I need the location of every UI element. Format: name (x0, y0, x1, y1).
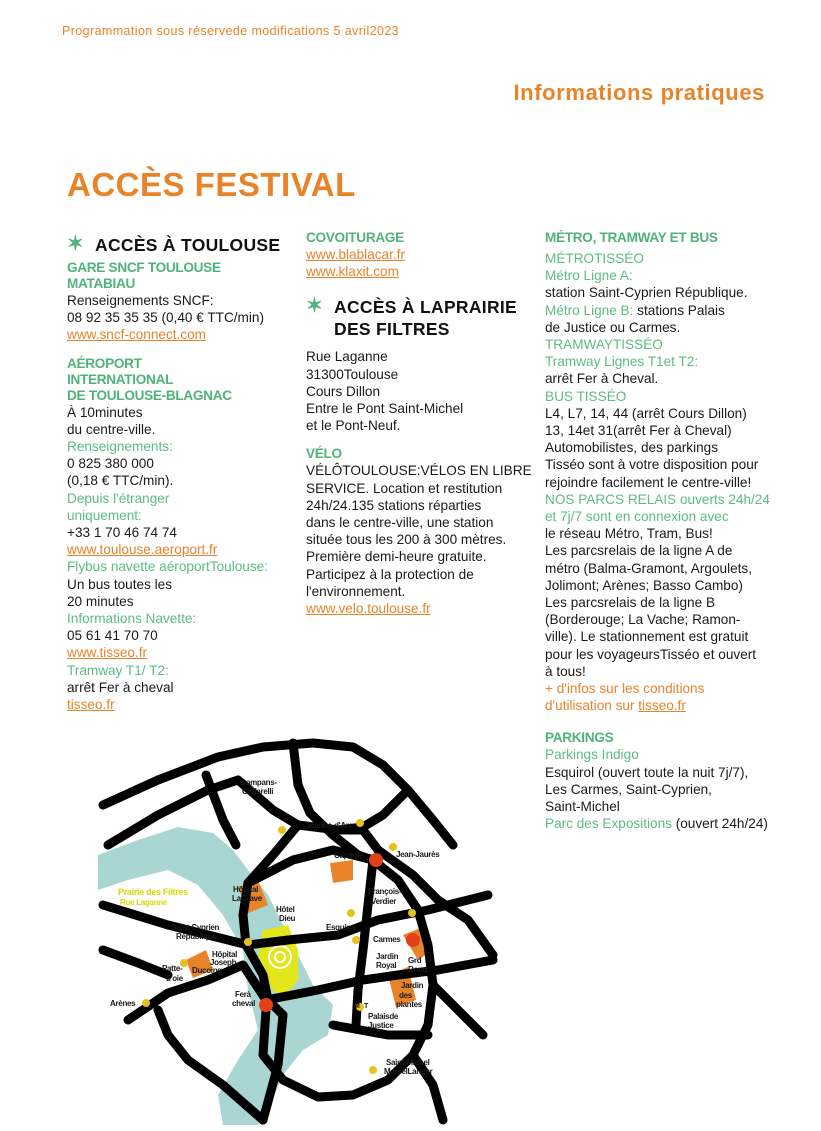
section-title: Informations pratiques (513, 80, 765, 105)
map-label: cheval (232, 999, 256, 1008)
map-label: Hôtel (276, 905, 295, 914)
map-label: République (176, 932, 217, 941)
map-label: Hôpital (212, 950, 238, 959)
map-label: Palaisde (368, 1012, 399, 1021)
roads (103, 743, 493, 1120)
map-label: Capitole (334, 851, 364, 860)
covoiturage-heading: COVOITURAGE (306, 230, 404, 245)
metro-column: MÉTRO, TRAMWAY ET BUS MÉTROTISSÉO Métro Ligne A: station Saint-Cyprien République. Métro Ligne B: stations Palais de Justice ou Carmes. TRAMWAYTISSÉO Tramway Lignes T1et T2: arrêt Fer à Cheval. BUS TISSÉO L4, L7, 14, 44 (arrêt Cours Dillon) 13, 14et 31(arrêt Fer à Cheval) Automobilistes, des parkings Tisséo sont à votre disposition pour rejoindre facilement le centre-ville! NOS PARCS RELAIS ouverts 24h/24 et 7j/7 sont en connexion avec le réseau Métro, Tram, Bus! Les parcsrelais de la ligne A de métro (Balma-Gramont, Argoulets, Jolimont; Arènes; Basso Cambo) Les parcsrelais de la ligne B (Borderouge; La Vache; Ramon- ville). Le stationnement est gratuit pour les voyageursTisséo et ouvert à tous! + d'infos sur les conditions d'utilisation sur tisseo.fr PARKINGS Parkings Indigo Esquirol (ouvert toute la nuit 7j/7), Les Carmes, Saint-Cyprien, Saint-Michel Parc des Expositions (ouvert 24h/24) (545, 230, 785, 833)
map-label: Jardin (401, 981, 424, 990)
fer-a-cheval-stop (259, 998, 273, 1012)
map-label: Hôpital (233, 885, 259, 894)
map-label: Caffarelli (242, 787, 274, 796)
tisseo-short-link[interactable]: tisseo.fr (67, 697, 115, 713)
covoiturage-column: COVOITURAGE www.blablacar.fr www.klaxit.com ✶ ACCÈS À LAPRAIRIE DES FILTRES Rue Laganne 31300Toulouse Cours Dillon Entre le Pont Saint-Michel et le Pont-Neuf. VÉLO VÉLÔTOULOUSE:VÉLOS EN LIBRE SERVICE. Location et restitution 24h/24.135 stations réparties dans le centre-ville, une station située tous les 200 à 300 mètres. Première demi-heure gratuite. Participez à la protection de l'environnement. www.velo.toulouse.fr (306, 230, 538, 617)
map-label: d'oie (166, 974, 183, 983)
velo-heading: VÉLO (306, 446, 342, 462)
map-label: des (399, 991, 412, 1000)
map-label: Rond (408, 965, 428, 974)
map-label: Arènes (110, 999, 136, 1008)
page-title: ACCÈS FESTIVAL (67, 166, 356, 203)
star-icon: ✶ (306, 295, 324, 318)
map-label: Ducoing (192, 966, 222, 975)
map-label: Ferà (235, 990, 251, 999)
grand-rond-stop (406, 933, 420, 947)
prairie-label: Prairie des Filtres (118, 887, 188, 897)
map-label: Carmes (373, 935, 401, 944)
map-label: François- (368, 887, 402, 896)
star-icon: ✶ (67, 233, 85, 255)
metro-mark: M (354, 1003, 360, 1010)
gare-heading: GARE SNCF TOULOUSE MATABIAU (67, 260, 221, 291)
sncf-link[interactable]: www.sncf-connect.com (67, 327, 207, 343)
map-label: Verdier (371, 897, 397, 906)
velo-link[interactable]: www.velo.toulouse.fr (306, 601, 431, 617)
acces-toulouse-heading: ✶ ACCÈS À TOULOUSE (67, 233, 281, 255)
acces-toulouse-column: ✶ ACCÈS À TOULOUSE GARE SNCF TOULOUSE MATABIAU Renseignements SNCF: 08 92 35 35 35 (0,40 € TTC/min) www.sncf-connect.com AÉROPORT INTERNATIONAL DE TOULOUSE-BLAGNAC À 10minutes du centre-ville. Renseignements: 0 825 380 000 (0,18 € TTC/min). Depuis l'étranger uniquement: +33 1 70 46 74 74 www.toulouse.aeroport.fr Flybus navette aéroportToulouse: Un bus toutes les 20 minutes Informations Navette: 05 61 41 70 70 www.tisseo.fr Tramway T1/ T2: arrêt Fer à cheval tisseo.fr (67, 234, 297, 713)
blablacar-link[interactable]: www.blablacar.fr (306, 247, 405, 262)
map-label: plantes (396, 1000, 422, 1009)
capitole-stop (369, 853, 383, 867)
capitole-zone (330, 860, 353, 883)
parkings-heading: PARKINGS (545, 730, 614, 746)
map-label: Saint-Cyprien (171, 923, 220, 932)
map-label: Esquirol (326, 923, 356, 932)
map-label: Patte- (162, 964, 183, 973)
map-label: Grd (408, 956, 422, 965)
map-label: Compans- (240, 778, 277, 787)
map-label: Jardin (376, 952, 399, 961)
aeroport-heading: AÉROPORT INTERNATIONAL DE TOULOUSE-BLAGNAC (67, 355, 232, 403)
tisseo-link[interactable]: www.tisseo.fr (67, 645, 148, 661)
map-label: LaGrave (232, 894, 262, 903)
map-label: Dieu (279, 914, 296, 923)
map-label: Jean-Jaurès (396, 850, 440, 859)
toulouse-map (98, 735, 498, 1125)
aeroport-link[interactable]: www.toulouse.aeroport.fr (67, 542, 218, 558)
acces-prairie-heading: ✶ ACCÈS À LAPRAIRIE DES FILTRES (306, 295, 518, 340)
map-label: MarcelLanger (384, 1067, 433, 1076)
tram-mark: T (364, 1003, 368, 1010)
map-label: Saint-Michel (386, 1058, 430, 1067)
map-label: Justice (368, 1021, 394, 1030)
map-label: Royal (376, 961, 397, 970)
metro-heading: MÉTRO, TRAMWAY ET BUS (545, 230, 718, 245)
map-label: Jeanne-d'Arc (306, 821, 353, 830)
tisseo-conditions-link[interactable]: tisseo.fr (638, 698, 686, 714)
prairie-street-label: Rue Laganne (120, 898, 167, 907)
klaxit-link[interactable]: www.klaxit.com (306, 264, 399, 280)
programmation-note: Programmation sous réservede modifications 5 avril2023 (62, 24, 400, 38)
map-label: Joseph- (210, 958, 239, 967)
